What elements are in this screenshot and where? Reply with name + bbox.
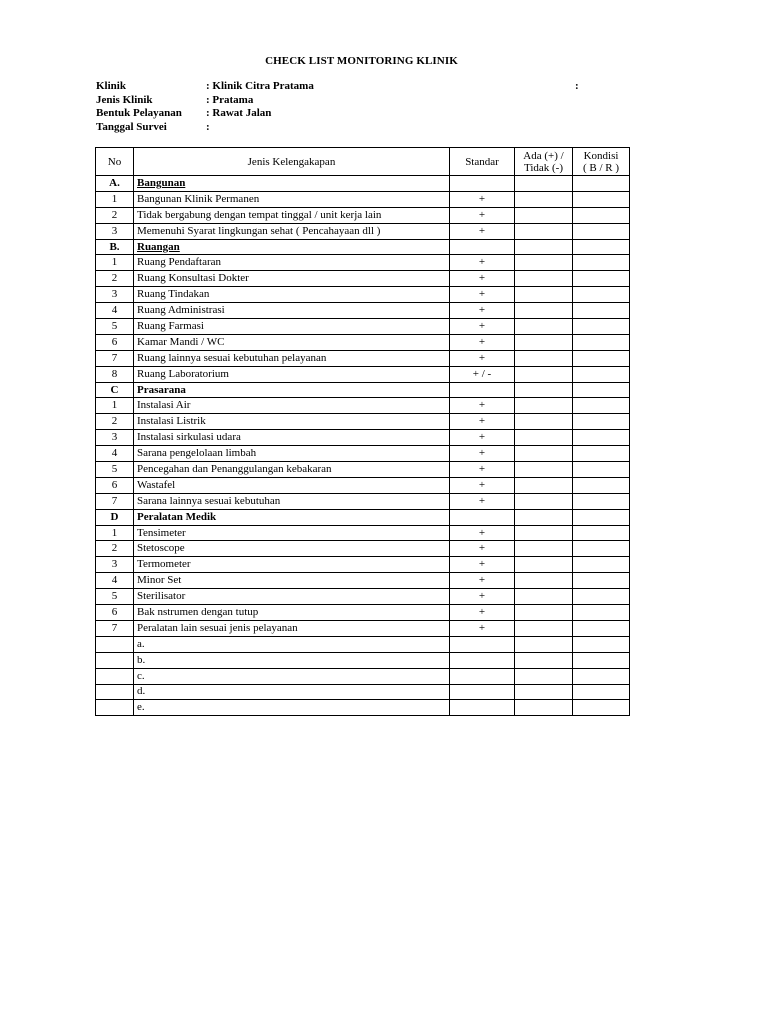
cell-no	[96, 700, 134, 716]
cell-kondisi[interactable]	[573, 334, 630, 350]
cell-jenis-text: c.	[137, 669, 145, 682]
table-row	[96, 700, 630, 716]
cell-jenis-text: d.	[137, 685, 146, 698]
cell-jenis	[134, 573, 450, 589]
cell-jenis-text: Sarana pengelolaan limbah	[137, 447, 257, 460]
cell-ada-tidak[interactable]	[515, 176, 573, 192]
cell-jenis-text: Ruang Konsultasi Dokter	[137, 272, 249, 285]
cell-no: 2	[96, 207, 134, 223]
table-row	[96, 684, 630, 700]
cell-jenis	[134, 414, 450, 430]
cell-ada-tidak[interactable]	[515, 462, 573, 478]
clinic-info	[96, 80, 314, 134]
cell-kondisi[interactable]	[573, 319, 630, 335]
cell-jenis	[134, 477, 450, 493]
cell-no	[96, 636, 134, 652]
cell-no: 1	[96, 525, 134, 541]
cell-ada-tidak[interactable]	[515, 223, 573, 239]
cell-jenis	[134, 636, 450, 652]
cell-ada-tidak[interactable]	[515, 398, 573, 414]
header-no: No	[96, 148, 134, 176]
cell-jenis-text: Memenuhi Syarat lingkungan sehat ( Pencahayaan dll )	[137, 224, 381, 237]
cell-jenis-text: b.	[137, 653, 146, 666]
cell-jenis-text: Instalasi Air	[137, 399, 191, 412]
cell-kondisi[interactable]	[573, 350, 630, 366]
cell-jenis-text: Sarana lainnya sesuai kebutuhan	[137, 494, 281, 507]
cell-no: 3	[96, 557, 134, 573]
cell-no: B.	[96, 239, 134, 255]
header-ada-tidak	[515, 148, 573, 176]
header-kondisi-line1: Kondisi	[583, 149, 619, 162]
cell-kondisi[interactable]	[573, 271, 630, 287]
cell-jenis	[134, 446, 450, 462]
cell-standar: +	[450, 398, 515, 414]
cell-jenis	[134, 319, 450, 335]
cell-kondisi[interactable]	[573, 255, 630, 271]
cell-standar: + / -	[450, 366, 515, 382]
table-row	[96, 668, 630, 684]
cell-jenis-text: Bangunan Klinik Permanen	[137, 192, 260, 205]
cell-standar	[450, 382, 515, 398]
cell-ada-tidak[interactable]	[515, 477, 573, 493]
cell-standar: +	[450, 589, 515, 605]
cell-jenis-text: Tidak bergabung dengan tempat tinggal / unit kerja lain	[137, 208, 382, 221]
header-kondisi-line2: ( B / R )	[582, 161, 620, 174]
cell-standar	[450, 636, 515, 652]
cell-standar: +	[450, 525, 515, 541]
section-row	[96, 509, 630, 525]
cell-ada-tidak[interactable]	[515, 589, 573, 605]
cell-kondisi[interactable]	[573, 176, 630, 192]
cell-jenis-text: Instalasi Listrik	[137, 415, 206, 428]
cell-jenis-text: Ruang Pendaftaran	[137, 256, 221, 269]
cell-kondisi[interactable]	[573, 446, 630, 462]
cell-jenis	[134, 700, 450, 716]
stray-colon: :	[575, 80, 579, 92]
cell-kondisi[interactable]	[573, 573, 630, 589]
cell-jenis-text: Bangunan	[137, 176, 186, 189]
cell-kondisi[interactable]	[573, 430, 630, 446]
table-row	[96, 334, 630, 350]
info-value: :	[206, 120, 210, 133]
cell-standar: +	[450, 207, 515, 223]
cell-kondisi[interactable]	[573, 462, 630, 478]
cell-jenis	[134, 509, 450, 525]
cell-ada-tidak[interactable]	[515, 605, 573, 621]
info-value: : Rawat Jalan	[206, 107, 272, 119]
cell-standar	[450, 684, 515, 700]
cell-jenis	[134, 366, 450, 382]
info-label: Jenis Klinik	[96, 93, 153, 106]
cell-kondisi[interactable]	[573, 525, 630, 541]
cell-no: 3	[96, 287, 134, 303]
cell-jenis	[134, 525, 450, 541]
cell-standar: +	[450, 573, 515, 589]
cell-no: 3	[96, 223, 134, 239]
cell-jenis	[134, 589, 450, 605]
info-row-tanggal-survei	[96, 121, 314, 135]
cell-ada-tidak[interactable]	[515, 493, 573, 509]
info-row-klinik	[96, 80, 314, 94]
cell-standar: +	[450, 557, 515, 573]
cell-ada-tidak[interactable]	[515, 620, 573, 636]
cell-standar: +	[450, 255, 515, 271]
cell-jenis-text: Peralatan Medik	[137, 510, 217, 523]
info-value: : Klinik Citra Pratama	[206, 80, 314, 92]
cell-no: 7	[96, 493, 134, 509]
cell-no: A.	[96, 176, 134, 192]
table-row	[96, 589, 630, 605]
cell-jenis	[134, 398, 450, 414]
cell-jenis	[134, 684, 450, 700]
cell-kondisi[interactable]	[573, 509, 630, 525]
cell-jenis-text: Ruang Laboratorium	[137, 367, 229, 380]
cell-ada-tidak[interactable]	[515, 668, 573, 684]
cell-jenis-text: Minor Set	[137, 574, 182, 587]
table-row	[96, 477, 630, 493]
cell-standar: +	[450, 620, 515, 636]
cell-kondisi[interactable]	[573, 605, 630, 621]
cell-kondisi[interactable]	[573, 493, 630, 509]
cell-jenis-text: Ruang Tindakan	[137, 288, 210, 301]
cell-kondisi[interactable]	[573, 700, 630, 716]
cell-jenis-text: Termometer	[137, 558, 191, 571]
header-kondisi	[573, 148, 630, 176]
table-row	[96, 620, 630, 636]
cell-ada-tidak[interactable]	[515, 319, 573, 335]
cell-jenis-text: Tensimeter	[137, 526, 186, 539]
header-ada-line1: Ada (+) /	[523, 149, 564, 162]
cell-no: 3	[96, 430, 134, 446]
cell-jenis-text: a.	[137, 637, 145, 650]
cell-standar	[450, 239, 515, 255]
cell-kondisi[interactable]	[573, 303, 630, 319]
cell-no: 8	[96, 366, 134, 382]
cell-kondisi[interactable]	[573, 223, 630, 239]
cell-jenis	[134, 620, 450, 636]
cell-ada-tidak[interactable]	[515, 366, 573, 382]
cell-ada-tidak[interactable]	[515, 303, 573, 319]
page-title: CHECK LIST MONITORING KLINIK	[265, 55, 458, 67]
table-row	[96, 652, 630, 668]
cell-jenis-text: Pencegahan dan Penanggulangan kebakaran	[137, 462, 332, 475]
cell-jenis-text: Wastafel	[137, 478, 176, 491]
cell-no: C	[96, 382, 134, 398]
cell-kondisi[interactable]	[573, 239, 630, 255]
cell-ada-tidak[interactable]	[515, 700, 573, 716]
table-row	[96, 493, 630, 509]
cell-jenis	[134, 334, 450, 350]
cell-ada-tidak[interactable]	[515, 525, 573, 541]
cell-standar: +	[450, 605, 515, 621]
cell-jenis-text: Kamar Mandi / WC	[137, 335, 225, 348]
cell-kondisi[interactable]	[573, 207, 630, 223]
table-row	[96, 255, 630, 271]
cell-jenis	[134, 207, 450, 223]
table-row	[96, 207, 630, 223]
cell-standar	[450, 700, 515, 716]
cell-no: 7	[96, 620, 134, 636]
cell-jenis-text: Ruang Farmasi	[137, 319, 204, 332]
cell-jenis-text: Sterilisator	[137, 590, 186, 603]
cell-standar: +	[450, 287, 515, 303]
info-label: Tanggal Survei	[96, 120, 167, 133]
cell-no: 5	[96, 589, 134, 605]
table-row	[96, 525, 630, 541]
cell-jenis-text: Bak nstrumen dengan tutup	[137, 605, 259, 618]
cell-no: 6	[96, 477, 134, 493]
cell-no: 5	[96, 462, 134, 478]
cell-kondisi[interactable]	[573, 541, 630, 557]
section-row	[96, 382, 630, 398]
cell-standar: +	[450, 414, 515, 430]
cell-no: 1	[96, 191, 134, 207]
cell-no	[96, 684, 134, 700]
cell-kondisi[interactable]	[573, 557, 630, 573]
cell-standar: +	[450, 477, 515, 493]
table-row	[96, 541, 630, 557]
cell-jenis	[134, 191, 450, 207]
header-jenis: Jenis Kelengakapan	[134, 148, 450, 176]
cell-kondisi[interactable]	[573, 382, 630, 398]
cell-standar: +	[450, 319, 515, 335]
cell-jenis	[134, 668, 450, 684]
cell-no: 7	[96, 350, 134, 366]
cell-standar	[450, 668, 515, 684]
checklist-table	[95, 147, 630, 716]
table-header-row	[96, 148, 630, 176]
cell-jenis	[134, 255, 450, 271]
cell-jenis	[134, 382, 450, 398]
cell-no: 4	[96, 573, 134, 589]
table-row	[96, 446, 630, 462]
cell-jenis	[134, 652, 450, 668]
cell-no: 2	[96, 414, 134, 430]
table-row	[96, 271, 630, 287]
cell-jenis-text: Stetoscope	[137, 542, 185, 555]
cell-standar: +	[450, 430, 515, 446]
cell-ada-tidak[interactable]	[515, 430, 573, 446]
cell-no: 4	[96, 446, 134, 462]
table-row	[96, 223, 630, 239]
cell-jenis-text: Prasarana	[137, 383, 186, 396]
cell-standar	[450, 652, 515, 668]
cell-no: 2	[96, 541, 134, 557]
cell-kondisi[interactable]	[573, 668, 630, 684]
cell-jenis-text: Ruangan	[137, 240, 180, 253]
cell-jenis	[134, 223, 450, 239]
table-row	[96, 191, 630, 207]
cell-standar: +	[450, 191, 515, 207]
cell-jenis-text: e.	[137, 701, 145, 714]
cell-ada-tidak[interactable]	[515, 271, 573, 287]
cell-ada-tidak[interactable]	[515, 557, 573, 573]
cell-kondisi[interactable]	[573, 636, 630, 652]
cell-jenis	[134, 541, 450, 557]
cell-jenis	[134, 239, 450, 255]
cell-kondisi[interactable]	[573, 589, 630, 605]
info-label: Klinik	[96, 80, 126, 92]
cell-kondisi[interactable]	[573, 398, 630, 414]
cell-no: 6	[96, 334, 134, 350]
cell-standar: +	[450, 493, 515, 509]
section-row	[96, 239, 630, 255]
table-row	[96, 398, 630, 414]
cell-kondisi[interactable]	[573, 477, 630, 493]
cell-jenis-text: Ruang lainnya sesuai kebutuhan pelayanan	[137, 351, 327, 364]
table-row	[96, 462, 630, 478]
cell-kondisi[interactable]	[573, 684, 630, 700]
cell-kondisi[interactable]	[573, 191, 630, 207]
header-standar: Standar	[450, 148, 515, 176]
cell-no	[96, 652, 134, 668]
table-row	[96, 414, 630, 430]
cell-ada-tidak[interactable]	[515, 573, 573, 589]
table-row	[96, 430, 630, 446]
cell-jenis	[134, 462, 450, 478]
info-value: : Pratama	[206, 93, 254, 106]
cell-kondisi[interactable]	[573, 287, 630, 303]
cell-ada-tidak[interactable]	[515, 382, 573, 398]
cell-jenis	[134, 303, 450, 319]
cell-jenis	[134, 350, 450, 366]
cell-jenis-text: Ruang Administrasi	[137, 304, 225, 317]
cell-jenis-text: Instalasi sirkulasi udara	[137, 431, 241, 444]
cell-jenis	[134, 176, 450, 192]
cell-ada-tidak[interactable]	[515, 414, 573, 430]
table-row	[96, 350, 630, 366]
cell-standar: +	[450, 541, 515, 557]
cell-no: 1	[96, 398, 134, 414]
table-row	[96, 636, 630, 652]
cell-jenis	[134, 493, 450, 509]
cell-jenis	[134, 271, 450, 287]
cell-no: 6	[96, 605, 134, 621]
cell-kondisi[interactable]	[573, 366, 630, 382]
cell-no: 4	[96, 303, 134, 319]
table-row	[96, 557, 630, 573]
cell-ada-tidak[interactable]	[515, 255, 573, 271]
cell-jenis	[134, 557, 450, 573]
cell-ada-tidak[interactable]	[515, 350, 573, 366]
cell-ada-tidak[interactable]	[515, 191, 573, 207]
cell-standar: +	[450, 303, 515, 319]
table-row	[96, 319, 630, 335]
cell-jenis	[134, 430, 450, 446]
cell-no	[96, 668, 134, 684]
info-label: Bentuk Pelayanan	[96, 107, 182, 119]
cell-no: 5	[96, 319, 134, 335]
section-row	[96, 176, 630, 192]
cell-no: D	[96, 509, 134, 525]
cell-standar	[450, 509, 515, 525]
cell-ada-tidak[interactable]	[515, 652, 573, 668]
table-row	[96, 303, 630, 319]
cell-kondisi[interactable]	[573, 620, 630, 636]
cell-no: 2	[96, 271, 134, 287]
cell-standar: +	[450, 271, 515, 287]
cell-ada-tidak[interactable]	[515, 636, 573, 652]
cell-kondisi[interactable]	[573, 652, 630, 668]
cell-ada-tidak[interactable]	[515, 541, 573, 557]
cell-jenis	[134, 287, 450, 303]
cell-ada-tidak[interactable]	[515, 207, 573, 223]
cell-standar: +	[450, 334, 515, 350]
table-body	[96, 176, 630, 716]
cell-jenis	[134, 605, 450, 621]
cell-ada-tidak[interactable]	[515, 239, 573, 255]
cell-standar: +	[450, 350, 515, 366]
cell-standar: +	[450, 446, 515, 462]
cell-ada-tidak[interactable]	[515, 684, 573, 700]
table-row	[96, 366, 630, 382]
cell-jenis-text: Peralatan lain sesuai jenis pelayanan	[137, 621, 298, 634]
cell-ada-tidak[interactable]	[515, 287, 573, 303]
table-row	[96, 573, 630, 589]
info-row-jenis-klinik	[96, 94, 314, 108]
cell-standar: +	[450, 462, 515, 478]
cell-kondisi[interactable]	[573, 414, 630, 430]
table-row	[96, 287, 630, 303]
cell-ada-tidak[interactable]	[515, 446, 573, 462]
header-ada-line2: Tidak (-)	[523, 161, 563, 174]
table-row	[96, 605, 630, 621]
cell-ada-tidak[interactable]	[515, 509, 573, 525]
cell-no: 1	[96, 255, 134, 271]
cell-ada-tidak[interactable]	[515, 334, 573, 350]
cell-standar	[450, 176, 515, 192]
info-row-bentuk-pelayanan	[96, 107, 314, 121]
cell-standar: +	[450, 223, 515, 239]
